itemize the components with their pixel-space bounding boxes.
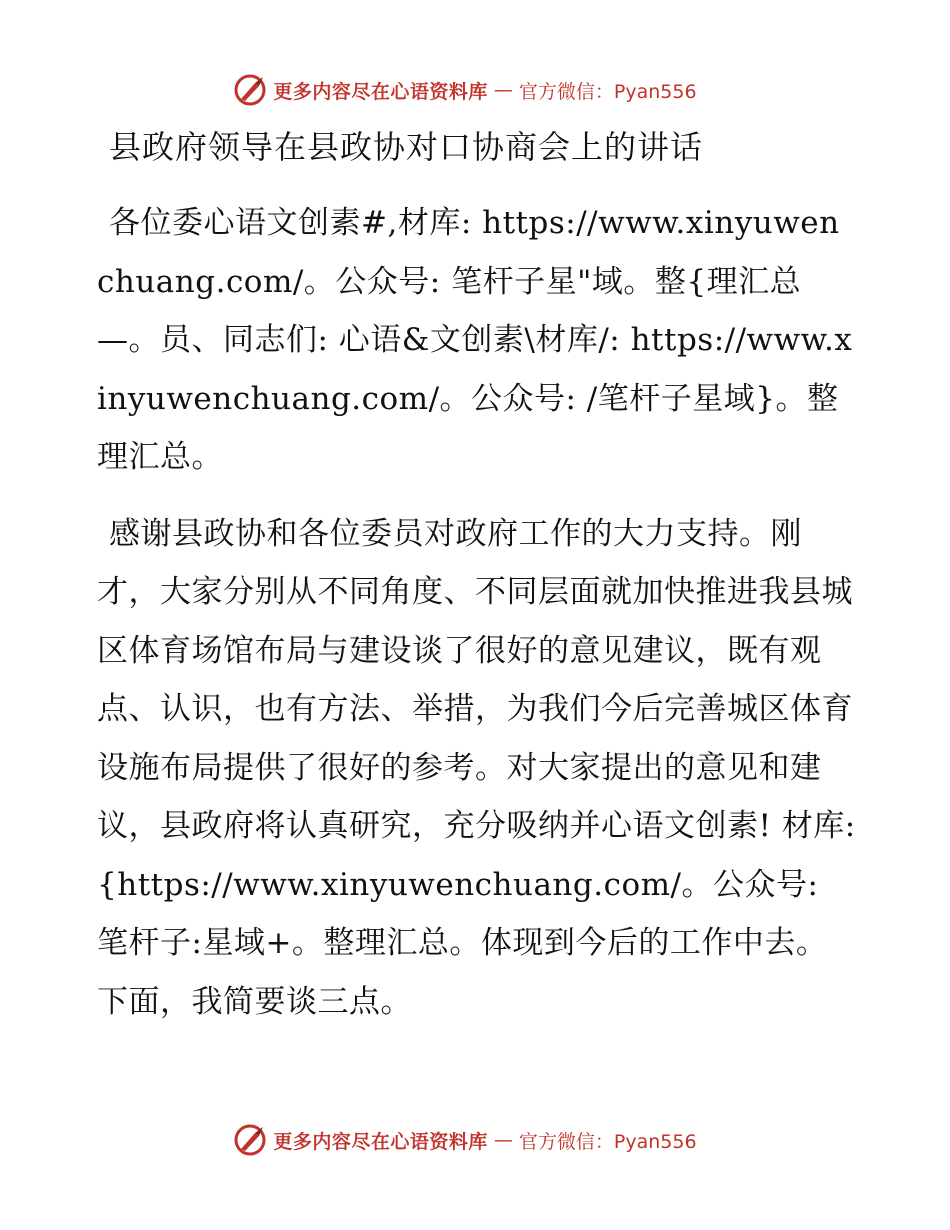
quill-pen-logo-icon: [233, 1123, 267, 1157]
banner-wechat: 官方微信：Pyan556: [518, 80, 697, 103]
document-body: [97, 118, 857, 1031]
banner-wechat: 官方微信：Pyan556: [518, 1130, 697, 1153]
footer-banner-content: [233, 1123, 696, 1157]
paragraph-thanks: 感谢县政协和各位委员对政府工作的大力支持。刚才，大家分别从不同角度、不同层面就加快推进我县城区体育场馆布局与建设谈了很好的意见建议，既有观点、认识，也有方法、举措，为我们今后完善城区体育设施布局提供了很好的参考。对大家提出的意见和建议，县政府将认真研究，充分吸纳并心语文创素! 材库: {https://www.xinyuwenchuang.com/。公众号: 笔杆子:星域+。整理汇总。体现到今后的工作中去。下面，我简要谈三点。: [97, 515, 856, 1020]
header-banner: [0, 70, 950, 110]
banner-separator: —: [493, 79, 513, 101]
quill-pen-logo-icon: [233, 73, 267, 107]
banner-title: 更多内容尽在心语资料库: [273, 80, 488, 103]
paragraph-greeting: 各位委心语文创素#,材库: https://www.xinyuwenchuang.com/。公众号: 笔杆子星"域。整{理汇总—。员、同志们: 心语&文创素\材库/: https://www.xinyuwenchuang.com/。公众号: /笔杆子星域}。整理汇总。: [97, 205, 853, 475]
footer-banner: [0, 1120, 950, 1160]
banner-separator: —: [493, 1129, 513, 1151]
banner-title: 更多内容尽在心语资料库: [273, 1130, 488, 1153]
document-title: 县政府领导在县政协对口协商会上的讲话: [109, 128, 704, 166]
header-banner-content: [233, 73, 696, 107]
